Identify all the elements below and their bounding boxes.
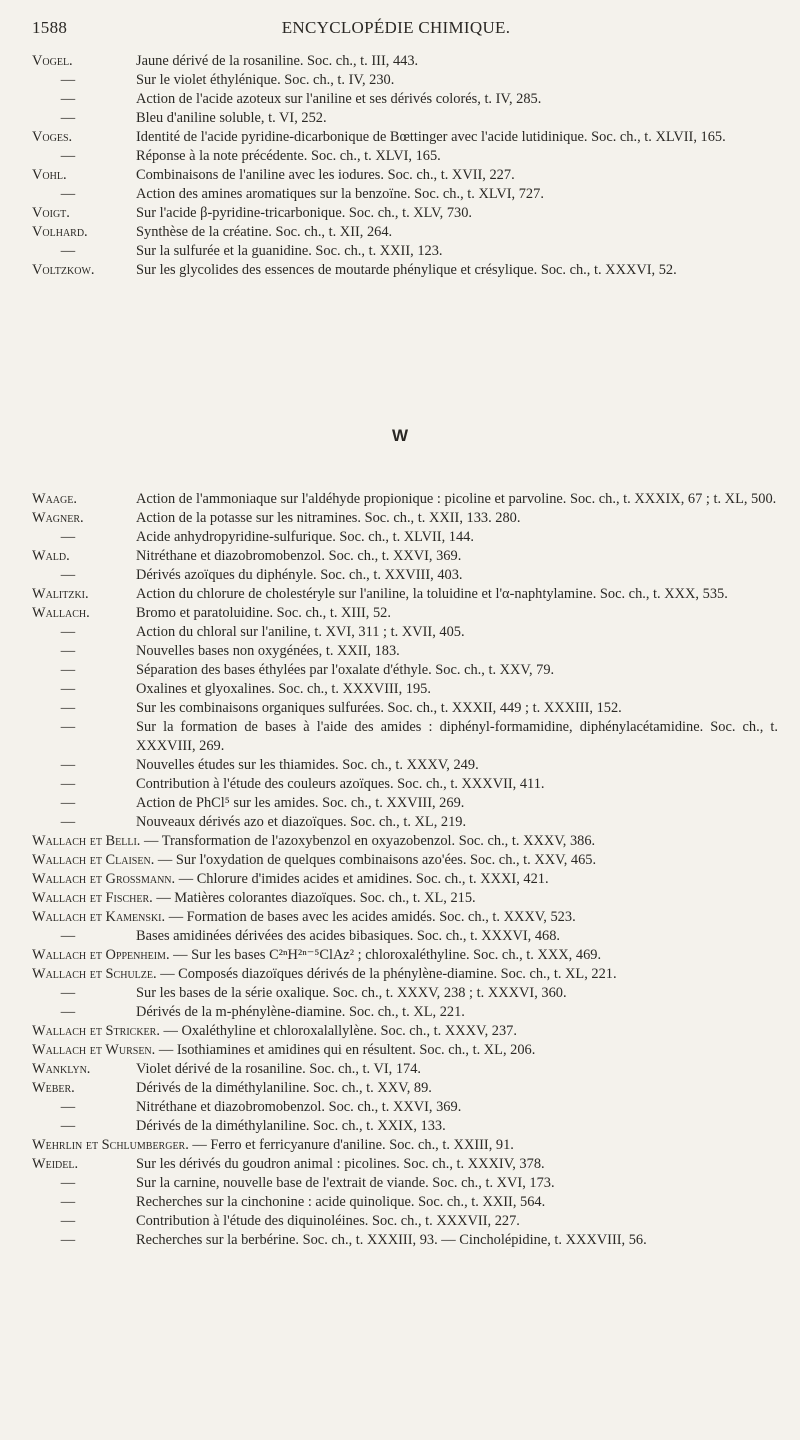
entry-reference: Sur la formation de bases à l'aide des amides : diphényl-formamidine, diphénylacétamidine. Soc. ch., t. XXXVIII, 269.: [136, 719, 778, 754]
entry-reference: Recherches sur la berbérine. Soc. ch., t. XXXIII, 93. — Cincholépidine, t. XXXVIII, 56.: [136, 1232, 647, 1248]
entry-reference: Nouvelles bases non oxygénées, t. XXII, 183.: [136, 643, 400, 659]
entry-reference: Action de l'ammoniaque sur l'aldéhyde propionique : picoline et parvoline. Soc. ch., t. XXXIX, 67 ; t. XL, 500.: [136, 491, 777, 507]
entry-reference: Sur la sulfurée et la guanidine. Soc. ch., t. XXII, 123.: [136, 243, 443, 259]
entry-author: —: [60, 91, 76, 107]
entry-author: —: [60, 110, 76, 126]
index-entry: [0, 1060, 800, 1079]
entry-author: Voigt.: [32, 205, 70, 221]
entry-reference: Identité de l'acide pyridine-dicarbonique de Bœttinger avec l'acide lutidinique. Soc. ch., t. XLVII, 165.: [136, 129, 726, 145]
entry-reference: Contribution à l'étude des couleurs azoïques. Soc. ch., t. XXXVII, 411.: [136, 776, 545, 792]
entry-author: Wanklyn.: [32, 1061, 91, 1077]
entry-author: —: [60, 643, 76, 659]
entry-reference: — Oxaléthyline et chloroxalallylène. Soc. ch., t. XXXV, 237.: [159, 1023, 517, 1039]
entry-reference: Bleu d'aniline soluble, t. VI, 252.: [136, 110, 327, 126]
entry-author: Wald.: [32, 548, 70, 564]
entry-author: Volhard.: [32, 224, 88, 240]
entry-author: —: [60, 1099, 76, 1115]
index-entry: [0, 1136, 800, 1155]
index-entry: [0, 927, 800, 946]
entry-reference: Oxalines et glyoxalines. Soc. ch., t. XXXVIII, 195.: [136, 681, 431, 697]
entry-author: Wallach et Wursen.: [32, 1042, 156, 1058]
entry-author: Walitzki.: [32, 586, 89, 602]
entry-reference: Action de PhCl⁵ sur les amides. Soc. ch., t. XXVIII, 269.: [136, 795, 465, 811]
entry-author: Wallach et Fischer.: [32, 890, 153, 906]
index-entry: [0, 166, 800, 185]
index-entry: [0, 71, 800, 90]
entry-author: Vohl.: [32, 167, 67, 183]
entry-reference: Bases amidinées dérivées des acides bibasiques. Soc. ch., t. XXXVI, 468.: [136, 928, 561, 944]
entry-reference: — Sur l'oxydation de quelques combinaisons azo'ées. Soc. ch., t. XXV, 465.: [154, 852, 597, 868]
entry-author: Wehrlin et Schlumberger.: [32, 1137, 189, 1153]
index-entry: [0, 1079, 800, 1098]
entry-author: —: [60, 72, 76, 88]
index-entry: [0, 699, 800, 718]
entry-reference: Action du chloral sur l'aniline, t. XVI, 311 ; t. XVII, 405.: [136, 624, 465, 640]
entry-author: —: [60, 1232, 76, 1248]
index-entry: [0, 889, 800, 908]
entry-author: Wallach et Belli.: [32, 833, 141, 849]
entry-author: Weidel.: [32, 1156, 79, 1172]
entry-reference: Jaune dérivé de la rosaniline. Soc. ch., t. III, 443.: [136, 53, 419, 69]
entry-reference: Dérivés azoïques du diphényle. Soc. ch., t. XXVIII, 403.: [136, 567, 463, 583]
entry-author: Wallach et Grossmann.: [32, 871, 176, 887]
index-entry: [0, 1117, 800, 1136]
entry-author: Wallach.: [32, 605, 90, 621]
index-entry: [0, 1155, 800, 1174]
entry-author: —: [60, 1194, 76, 1210]
index-entry: [0, 52, 800, 71]
entry-author: Wallach et Schulze.: [32, 966, 157, 982]
entry-author: —: [60, 1213, 76, 1229]
entry-author: —: [60, 243, 76, 259]
page-number: 1588: [32, 18, 68, 37]
index-entry: [0, 185, 800, 204]
entry-author: —: [60, 1118, 76, 1134]
index-entry: [0, 223, 800, 242]
section-letter-w: W: [391, 426, 409, 445]
index-entry: [0, 851, 800, 870]
entry-author: —: [60, 567, 76, 583]
index-entry: [0, 1231, 800, 1250]
entry-author: Waage.: [32, 491, 77, 507]
entry-reference: Nouveaux dérivés azo et diazoïques. Soc. ch., t. XL, 219.: [136, 814, 467, 830]
entry-reference: Synthèse de la créatine. Soc. ch., t. XII, 264.: [136, 224, 393, 240]
entry-author: —: [60, 624, 76, 640]
entry-author: —: [60, 186, 76, 202]
entry-author: Wallach et Kamenski.: [32, 909, 166, 925]
entry-reference: Sur les combinaisons organiques sulfurées. Soc. ch., t. XXXII, 449 ; t. XXXIII, 152.: [136, 700, 622, 716]
index-entry: [0, 1022, 800, 1041]
index-entry: [0, 490, 800, 509]
entry-author: Wallach et Stricker.: [32, 1023, 160, 1039]
entry-reference: — Composés diazoïques dérivés de la phénylène-diamine. Soc. ch., t. XL, 221.: [156, 966, 617, 982]
entry-reference: — Chlorure d'imides acides et amidines. Soc. ch., t. XXXI, 421.: [175, 871, 549, 887]
index-entry: [0, 242, 800, 261]
entry-author: —: [60, 757, 76, 773]
entry-reference: Action de la potasse sur les nitramines. Soc. ch., t. XXII, 133. 280.: [136, 510, 521, 526]
entry-author: —: [60, 985, 76, 1001]
index-entry: [0, 623, 800, 642]
entry-reference: Acide anhydropyridine-sulfurique. Soc. ch., t. XLVII, 144.: [136, 529, 474, 545]
entry-reference: Dérivés de la diméthylaniline. Soc. ch., t. XXV, 89.: [136, 1080, 432, 1096]
index-entry: [0, 1003, 800, 1022]
index-entry: [0, 528, 800, 547]
index-entry: [0, 642, 800, 661]
index-entry: [0, 109, 800, 128]
index-entry: [0, 128, 800, 147]
index-entry: [0, 1041, 800, 1060]
page-header: [32, 18, 760, 44]
index-entry: [0, 832, 800, 851]
entry-author: —: [60, 795, 76, 811]
index-entry: [0, 946, 800, 965]
entry-reference: Sur le violet éthylénique. Soc. ch., t. IV, 230.: [136, 72, 395, 88]
index-entry: [0, 509, 800, 528]
index-entry: [0, 1193, 800, 1212]
entry-reference: Séparation des bases éthylées par l'oxalate d'éthyle. Soc. ch., t. XXV, 79.: [136, 662, 555, 678]
index-entry: [0, 604, 800, 623]
entry-author: —: [60, 1175, 76, 1191]
entry-reference: Dérivés de la diméthylaniline. Soc. ch., t. XXIX, 133.: [136, 1118, 446, 1134]
entry-author: Voges.: [32, 129, 73, 145]
entry-author: —: [60, 719, 76, 735]
entry-reference: Violet dérivé de la rosaniline. Soc. ch., t. VI, 174.: [136, 1061, 422, 1077]
index-entry: [0, 1174, 800, 1193]
index-entry: [0, 547, 800, 566]
entry-author: —: [60, 1004, 76, 1020]
index-entry: [0, 756, 800, 775]
entry-reference: Nitréthane et diazobromobenzol. Soc. ch., t. XXVI, 369.: [136, 1099, 462, 1115]
entry-reference: Dérivés de la m-phénylène-diamine. Soc. ch., t. XL, 221.: [136, 1004, 465, 1020]
entry-author: —: [60, 814, 76, 830]
entry-reference: Action du chlorure de cholestéryle sur l'aniline, la toluidine et l'α-naphtylamine. Soc. ch., t. XXX, 535.: [136, 586, 728, 602]
entry-reference: Sur les bases de la série oxalique. Soc. ch., t. XXXV, 238 ; t. XXXVI, 360.: [136, 985, 567, 1001]
entry-reference: Nouvelles études sur les thiamides. Soc. ch., t. XXXV, 249.: [136, 757, 479, 773]
section-w-entries: [0, 490, 800, 1250]
entry-author: Voltzkow.: [32, 262, 95, 278]
entry-reference: Sur l'acide β-pyridine-tricarbonique. Soc. ch., t. XLV, 730.: [136, 205, 473, 221]
entry-reference: — Formation de bases avec les acides amidés. Soc. ch., t. XXXV, 523.: [165, 909, 576, 925]
entry-reference: Action de l'acide azoteux sur l'aniline et ses dérivés colorés, t. IV, 285.: [136, 91, 542, 107]
entry-author: —: [60, 681, 76, 697]
index-entry: [0, 794, 800, 813]
entry-reference: — Isothiamines et amidines qui en résultent. Soc. ch., t. XL, 206.: [155, 1042, 536, 1058]
entry-author: —: [60, 529, 76, 545]
index-entry: [0, 204, 800, 223]
index-entry: [0, 908, 800, 927]
entry-reference: Sur la carnine, nouvelle base de l'extrait de viande. Soc. ch., t. XVI, 173.: [136, 1175, 555, 1191]
entry-reference: — Transformation de l'azoxybenzol en oxyazobenzol. Soc. ch., t. XXXV, 386.: [140, 833, 596, 849]
entry-reference: Combinaisons de l'aniline avec les iodures. Soc. ch., t. XVII, 227.: [136, 167, 515, 183]
entry-reference: — Matières colorantes diazoïques. Soc. ch., t. XL, 215.: [152, 890, 476, 906]
entry-reference: Action des amines aromatiques sur la benzoïne. Soc. ch., t. XLVI, 727.: [136, 186, 544, 202]
entry-reference: Sur les dérivés du goudron animal : picolines. Soc. ch., t. XXXIV, 378.: [136, 1156, 545, 1172]
index-entry: [0, 965, 800, 984]
entry-reference: Recherches sur la cinchonine : acide quinolique. Soc. ch., t. XXII, 564.: [136, 1194, 546, 1210]
entry-author: Wallach et Oppenheim.: [32, 947, 170, 963]
entry-author: Wallach et Claisen.: [32, 852, 155, 868]
entry-reference: Nitréthane et diazobromobenzol. Soc. ch., t. XXVI, 369.: [136, 548, 462, 564]
entry-reference: — Ferro et ferricyanure d'aniline. Soc. ch., t. XXIII, 91.: [188, 1137, 514, 1153]
index-entry: [0, 984, 800, 1003]
entry-author: —: [60, 928, 76, 944]
entry-author: —: [60, 776, 76, 792]
entry-reference: Bromo et paratoluidine. Soc. ch., t. XIII, 52.: [136, 605, 391, 621]
index-entry: [0, 680, 800, 699]
entry-reference: Réponse à la note précédente. Soc. ch., t. XLVI, 165.: [136, 148, 441, 164]
index-entry: [0, 870, 800, 889]
index-entry: [0, 585, 800, 604]
entry-reference: Sur les glycolides des essences de moutarde phénylique et crésylique. Soc. ch., t. XXXVI, 52.: [136, 262, 677, 278]
index-entry: [0, 147, 800, 166]
index-entry: [0, 661, 800, 680]
entry-author: Wagner.: [32, 510, 84, 526]
running-title: ENCYCLOPÉDIE CHIMIQUE.: [281, 18, 511, 37]
index-entry: [0, 775, 800, 794]
index-entry: [0, 90, 800, 109]
index-entry: [0, 261, 800, 280]
index-entry: [0, 718, 800, 756]
section-v-entries: [0, 52, 800, 280]
entry-author: —: [60, 662, 76, 678]
entry-author: Vogel.: [32, 53, 73, 69]
index-entry: [0, 813, 800, 832]
entry-author: —: [60, 148, 76, 164]
index-entry: [0, 1212, 800, 1231]
index-entry: [0, 1098, 800, 1117]
entry-reference: — Sur les bases C²ⁿH²ⁿ⁻⁵ClAz² ; chloroxaléthyline. Soc. ch., t. XXX, 469.: [169, 947, 602, 963]
entry-author: Weber.: [32, 1080, 75, 1096]
entry-reference: Contribution à l'étude des diquinoléines. Soc. ch., t. XXXVII, 227.: [136, 1213, 520, 1229]
index-entry: [0, 566, 800, 585]
entry-author: —: [60, 700, 76, 716]
